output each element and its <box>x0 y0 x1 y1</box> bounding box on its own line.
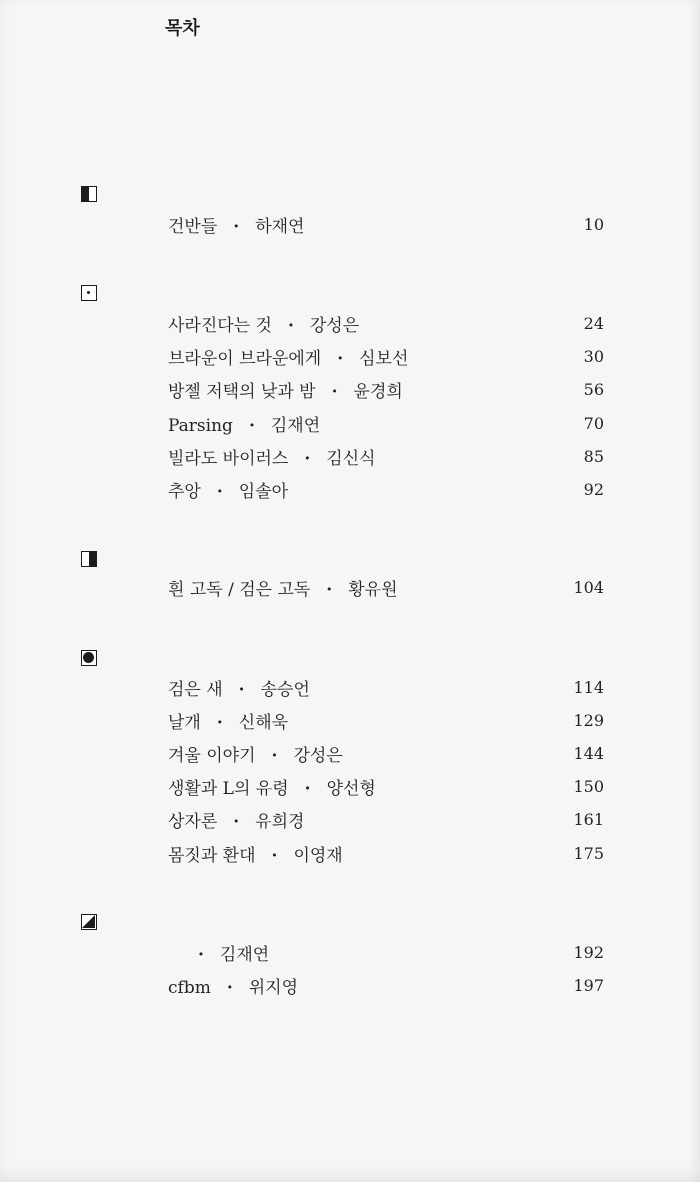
separator-dot: · <box>248 415 255 436</box>
separator-dot: · <box>216 712 223 733</box>
toc-entry[interactable] <box>168 805 604 833</box>
entry-author: 심보선 <box>359 348 409 369</box>
entry-author: 김재연 <box>270 415 321 436</box>
separator-dot: · <box>233 216 240 237</box>
separator-dot: · <box>226 977 233 998</box>
entry-author: 양선형 <box>326 778 376 799</box>
entry-author: 이영재 <box>293 845 343 866</box>
entry-page-number: 192 <box>573 942 604 962</box>
entry-title: 추앙 <box>168 481 201 502</box>
entry-author: 김재연 <box>219 944 270 965</box>
entry-page-number: 24 <box>583 313 604 333</box>
separator-dot: · <box>198 944 204 965</box>
entry-author: 위지영 <box>248 977 299 998</box>
entry-page-number: 161 <box>573 809 604 829</box>
toc-entry[interactable] <box>168 706 604 734</box>
toc-entry[interactable] <box>168 938 604 966</box>
entry-page-number: 30 <box>583 346 604 366</box>
left-half-filled-square-icon <box>81 186 97 202</box>
entry-page-number: 150 <box>573 776 604 796</box>
entry-title: 겨울 이야기 <box>168 745 256 766</box>
filled-circle-square-icon <box>81 650 97 666</box>
toc-entry[interactable] <box>168 309 604 337</box>
separator-dot: · <box>287 315 294 336</box>
page-title: 목차 <box>165 18 200 39</box>
separator-dot: · <box>331 381 338 402</box>
separator-dot: · <box>233 811 240 832</box>
entry-page-number: 104 <box>573 577 604 597</box>
entry-page-number: 56 <box>583 379 604 399</box>
entry-page-number: 114 <box>573 677 604 697</box>
entry-page-number: 10 <box>583 214 604 234</box>
entry-title: 생활과 L의 유령 <box>168 778 289 799</box>
entry-author: 황유원 <box>348 579 398 600</box>
entry-title: 상자론 <box>168 811 218 832</box>
separator-dot: · <box>271 845 278 866</box>
separator-dot: · <box>304 448 311 469</box>
toc-entry[interactable] <box>168 673 604 701</box>
entry-page-number: 92 <box>583 479 604 499</box>
entry-author: 하재연 <box>255 216 305 237</box>
entry-title: 브라운이 브라운에게 <box>168 348 322 369</box>
entry-author: 송승언 <box>260 679 310 700</box>
entry-page-number: 85 <box>583 446 604 466</box>
toc-entry[interactable] <box>168 573 604 601</box>
separator-dot: · <box>337 348 344 369</box>
entry-title: Parsing <box>168 415 233 436</box>
toc-entry[interactable] <box>168 442 604 470</box>
right-half-filled-square-icon <box>81 551 97 567</box>
entry-page-number: 175 <box>573 843 604 863</box>
separator-dot: · <box>271 745 278 766</box>
entry-title: 방젤 저택의 낮과 밤 <box>168 381 316 402</box>
entry-author: 유희경 <box>255 811 305 832</box>
entry-page-number: 197 <box>573 975 604 995</box>
toc-entry[interactable] <box>168 475 604 503</box>
toc-entry[interactable] <box>168 342 604 370</box>
entry-page-number: 70 <box>583 413 604 433</box>
toc-entry[interactable] <box>168 210 604 238</box>
entry-title: 흰 고독 / 검은 고독 <box>168 579 311 600</box>
entry-author: 강성은 <box>309 315 360 336</box>
entry-title: 날개 <box>168 712 201 733</box>
separator-dot: · <box>304 778 311 799</box>
separator-dot: · <box>216 481 223 502</box>
diagonal-half-filled-square-icon <box>81 914 97 930</box>
entry-title: 건반들 <box>168 216 218 237</box>
toc-entry[interactable] <box>168 971 604 999</box>
entry-title: 몸짓과 환대 <box>168 845 256 866</box>
toc-entry[interactable] <box>168 839 604 867</box>
entry-author: 윤경희 <box>353 381 403 402</box>
entry-page-number: 129 <box>573 710 604 730</box>
entry-author: 김신식 <box>326 448 376 469</box>
entry-title: 사라진다는 것 <box>168 315 272 336</box>
entry-author: 강성은 <box>293 745 343 766</box>
entry-title: 빌라도 바이러스 <box>168 448 289 469</box>
toc-entry[interactable] <box>168 409 604 437</box>
dotted-square-icon <box>81 285 97 301</box>
separator-dot: · <box>238 679 245 700</box>
entry-page-number: 144 <box>573 743 604 763</box>
separator-dot: · <box>326 579 333 600</box>
entry-title: cfbm <box>168 977 211 998</box>
toc-entry[interactable] <box>168 772 604 800</box>
entry-author: 임솔아 <box>238 481 289 502</box>
toc-entry[interactable] <box>168 739 604 767</box>
entry-author: 신해욱 <box>238 712 289 733</box>
entry-title: 검은 새 <box>168 679 223 700</box>
toc-entry[interactable] <box>168 375 604 403</box>
